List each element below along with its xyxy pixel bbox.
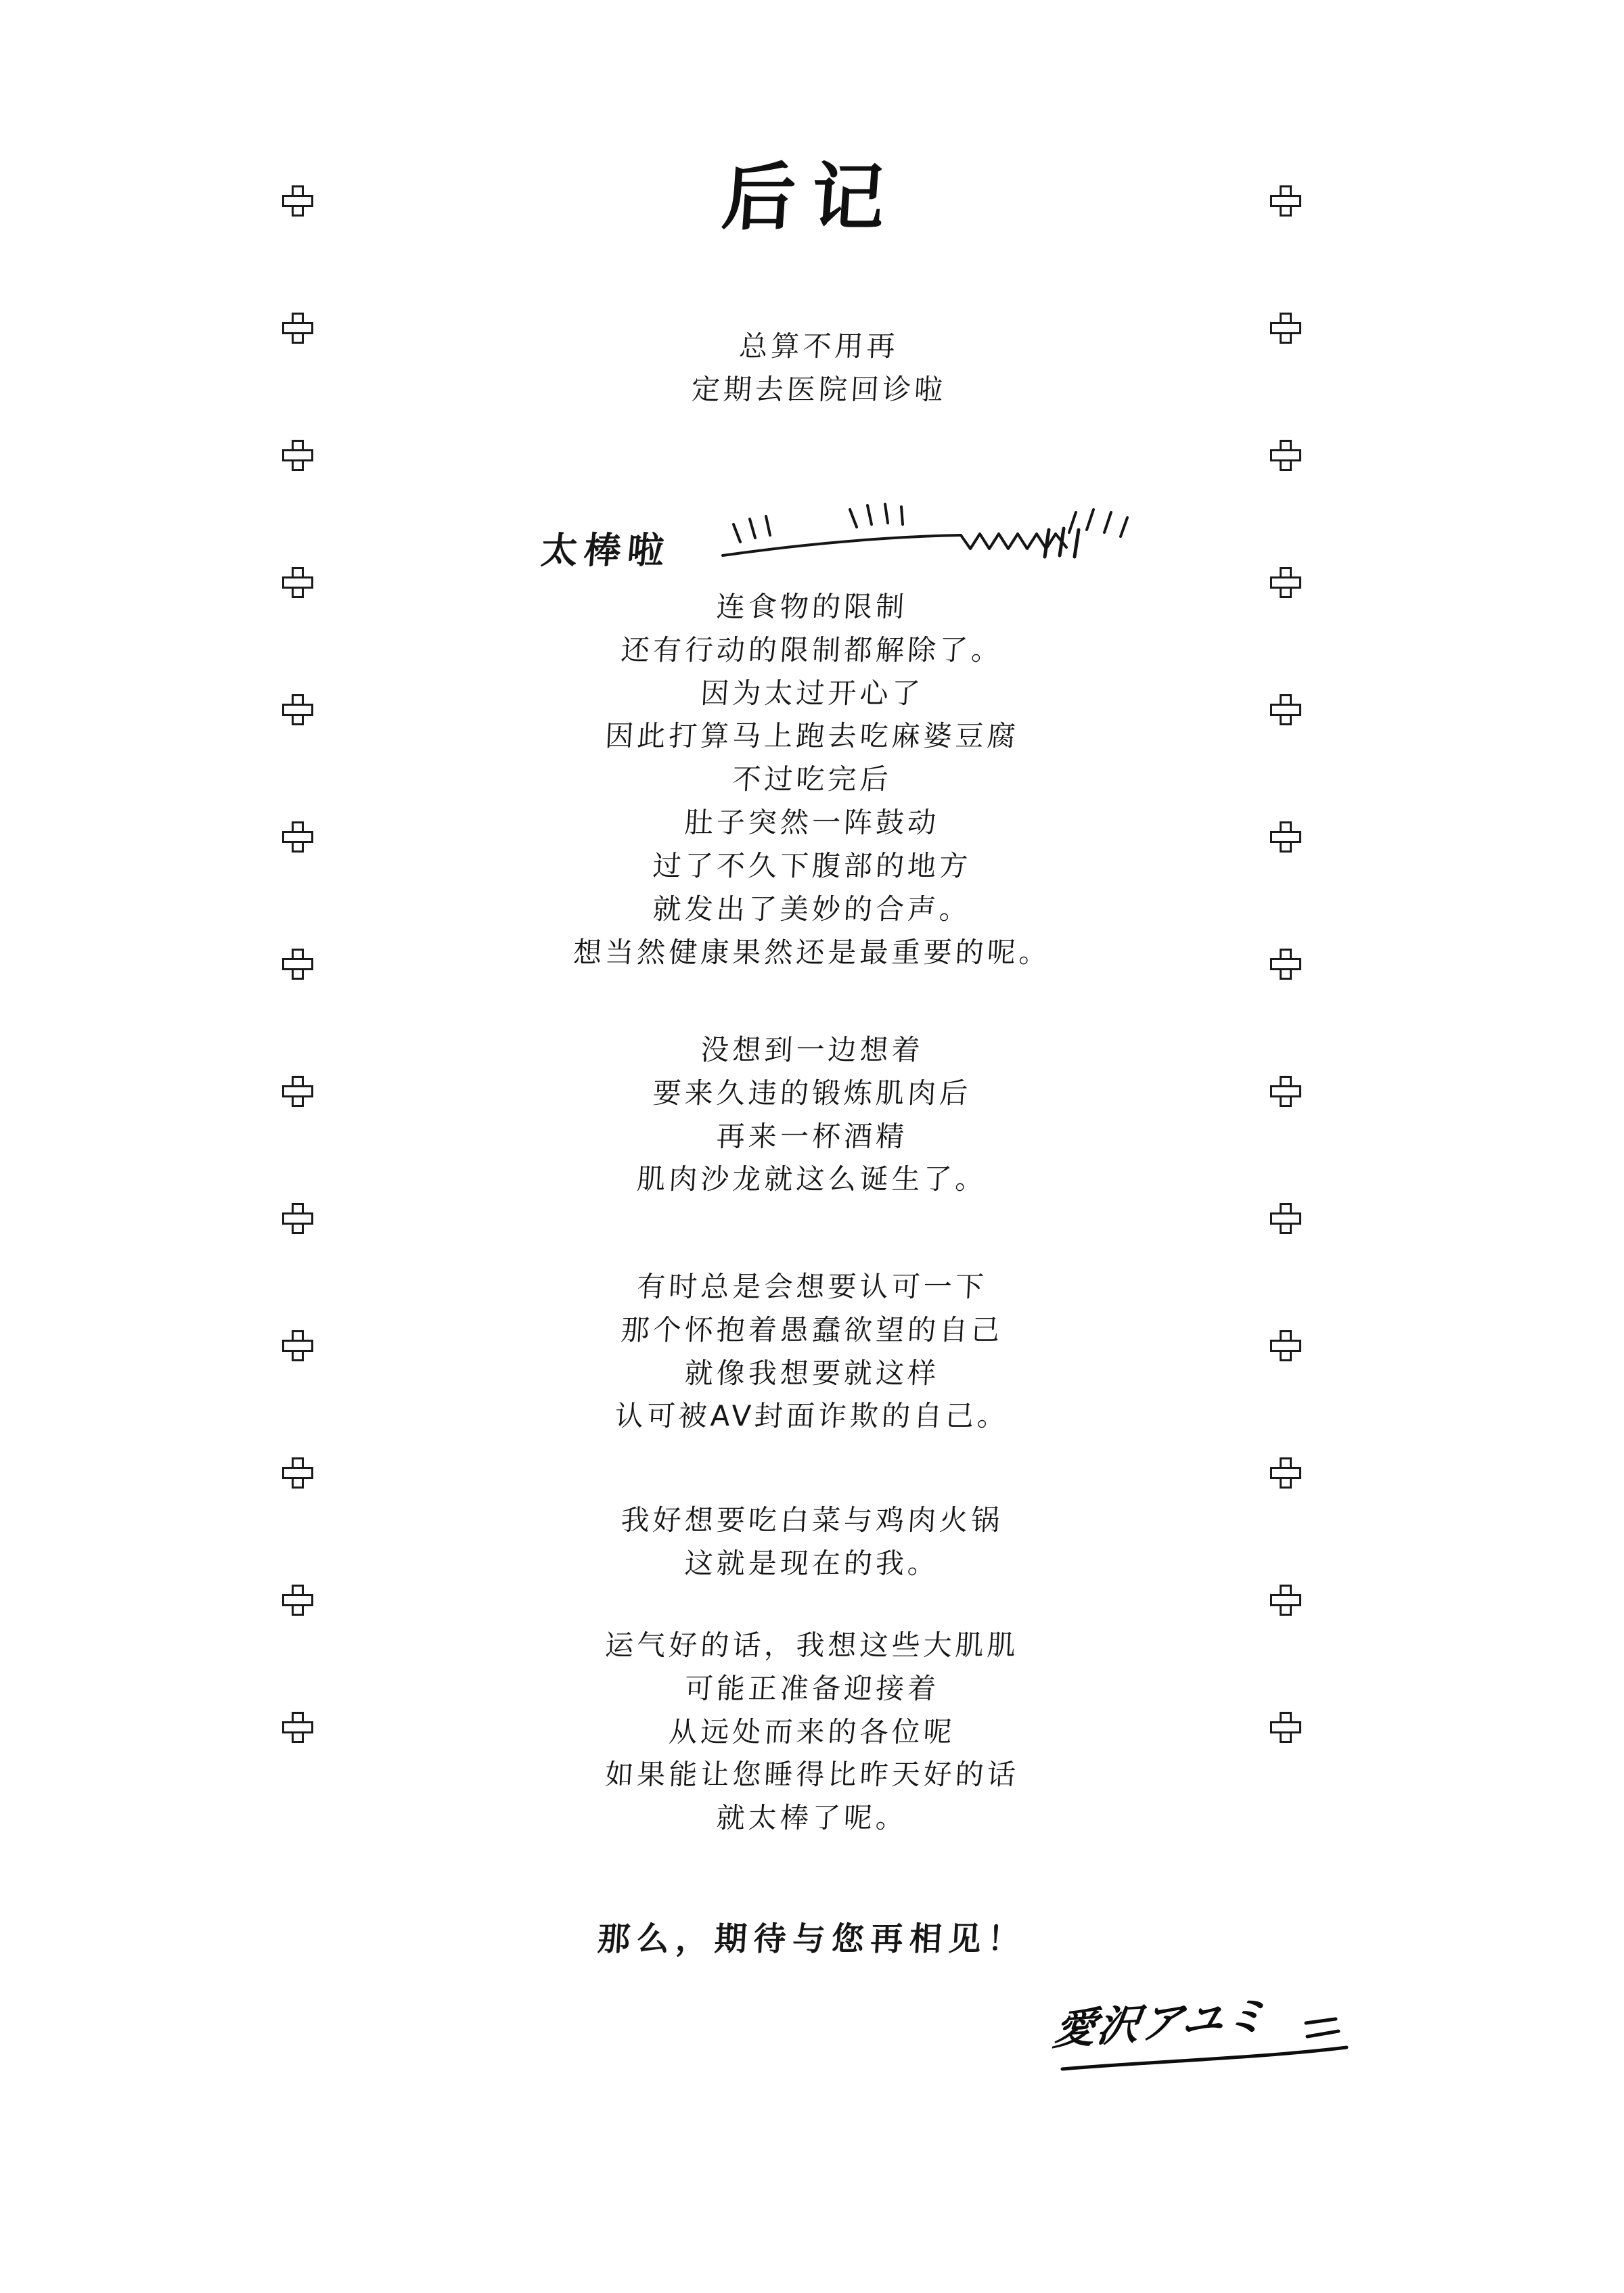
body-line: 那个怀抱着愚蠢欲望的自己 (620, 1313, 1004, 1346)
body-line: 肌肉沙龙就这么诞生了。 (636, 1162, 989, 1196)
body-line: 认可被AV封面诈欺的自己。 (614, 1399, 1010, 1433)
intro-block (0, 325, 1624, 411)
signature-flourish-icon (1056, 1982, 1407, 2097)
body-line: 连食物的限制 (715, 590, 909, 623)
exclamation-label: 太棒啦 (539, 529, 673, 572)
closing-block (0, 1915, 1624, 1964)
body-line: 还有行动的限制都解除了。 (620, 633, 1004, 666)
body-line: 这就是现在的我。 (683, 1546, 941, 1580)
body-line: 想当然健康果然还是最重要的呢。 (572, 935, 1052, 969)
body-line: 肚子突然一阵鼓动 (683, 806, 941, 840)
cross-icon (1270, 1457, 1301, 1489)
cross-icon (282, 1203, 313, 1234)
body-line: 没想到一边想着 (700, 1033, 924, 1066)
signature-text: 愛沢アユミ (1050, 1991, 1272, 2055)
body-line: 就发出了美妙的合声。 (652, 892, 972, 926)
cross-icon (1270, 440, 1301, 471)
body-line: 我好想要吃白菜与鸡肉火锅 (620, 1503, 1004, 1537)
body-line: 就太棒了呢。 (715, 1801, 909, 1835)
intro-line: 总算不用再 (738, 330, 899, 363)
body-line: 过了不久下腹部的地方 (652, 848, 972, 882)
cross-icon (282, 1457, 313, 1489)
paragraph-4 (0, 1499, 1624, 1585)
cross-icon (275, 242, 319, 286)
body-line: 因此打算马上跑去吃麻婆豆腐 (604, 719, 1020, 753)
body-line: 再来一杯酒精 (715, 1119, 909, 1153)
body-line: 有时总是会想要认可一下 (636, 1270, 989, 1303)
page-title: 后记 (719, 156, 904, 240)
cross-icon (1270, 1585, 1301, 1616)
body-line: 就像我想要就这样 (683, 1356, 941, 1390)
body-line: 运气好的话，我想这些大肌肌 (604, 1629, 1020, 1662)
cross-icon (1270, 1203, 1301, 1234)
intro-line: 定期去医院回诊啦 (690, 372, 947, 406)
body-line: 因为太过开心了 (700, 676, 924, 710)
body-line: 不过吃完后 (731, 763, 893, 796)
paragraph-5 (0, 1624, 1624, 1840)
paragraph-2 (0, 1028, 1624, 1201)
body-line: 可能正准备迎接着 (683, 1671, 941, 1705)
closing-line: 那么，期待与您再相见！ (596, 1920, 1028, 1958)
swoosh-decoration-icon (717, 497, 1157, 592)
body-line: 要来久违的锻炼肌肉后 (652, 1076, 972, 1110)
paragraph-3 (0, 1265, 1624, 1438)
paragraph-1 (0, 585, 1624, 974)
signature (1050, 1982, 1407, 2097)
cross-icon (282, 440, 313, 471)
body-line: 从远处而来的各位呢 (668, 1715, 956, 1748)
body-line: 如果能让您睡得比昨天好的话 (604, 1758, 1020, 1792)
cross-icon (1263, 242, 1307, 286)
cross-icon (282, 1585, 313, 1616)
exclamation-row (0, 497, 1624, 599)
